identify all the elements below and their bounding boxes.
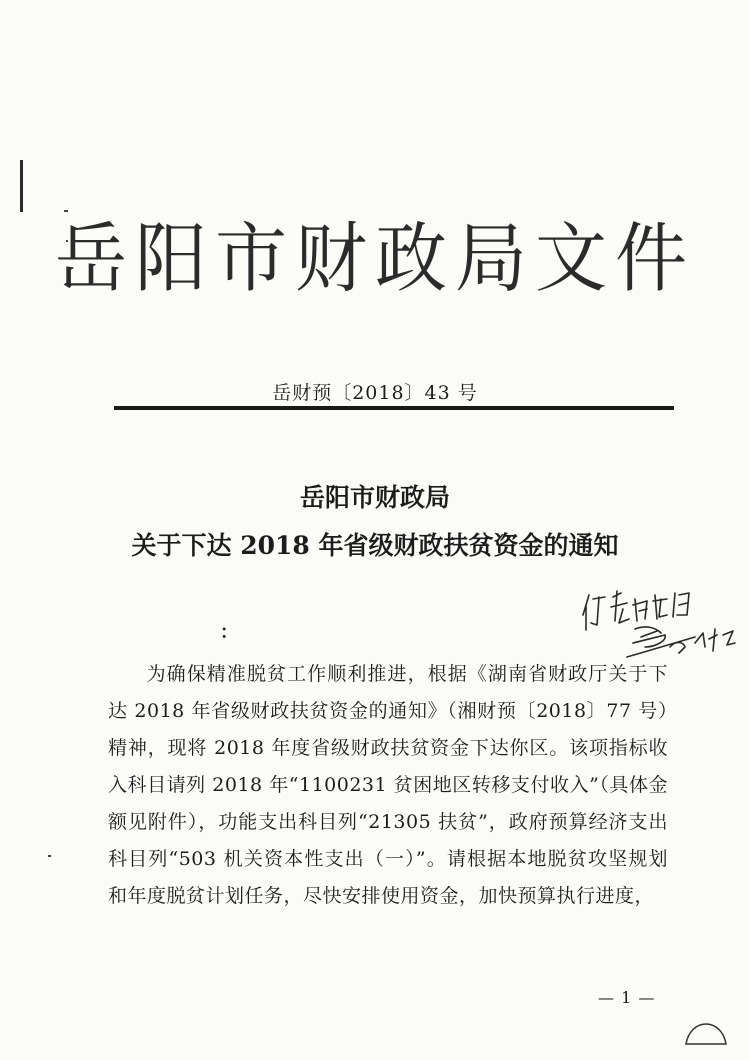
header-divider (114, 406, 674, 410)
binding-mark (20, 160, 23, 212)
notice-title-issuer: 岳阳市财政局 (299, 483, 450, 512)
issuer-header: 岳阳市财政局文件 (54, 213, 695, 303)
handwritten-annotation (575, 585, 745, 675)
body-paragraph-text: 为确保精准脱贫工作顺利推进，根据《湖南省财政厅关于下达 2018 年省级财政扶贫资金的通知》（湘财预〔2018〕77 号）精神，现将 2018 年度省级财政扶贫资金下达你区。该项指标收入科目请列 2018 年“1100231 贫困地区转移支付收入”（具体金额见附件），功能支出科目列“21305 扶贫”，政府预算经济支出科目列“503 机关资本性支出（一）”。请根据本地脱贫攻坚规划和年度脱贫计划任务，尽快安排使用资金，加快预算执行进度， (108, 663, 668, 907)
scan-corner-mark (682, 1018, 732, 1048)
salutation: ： (220, 622, 238, 643)
page-number: — 1 — (598, 988, 656, 1007)
body-paragraph (108, 656, 668, 915)
document-number: 岳财预〔2018〕43 号 (272, 382, 478, 404)
scan-speck (48, 855, 51, 857)
notice-title: 关于下达 2018 年省级财政扶贫资金的通知 (131, 531, 619, 560)
